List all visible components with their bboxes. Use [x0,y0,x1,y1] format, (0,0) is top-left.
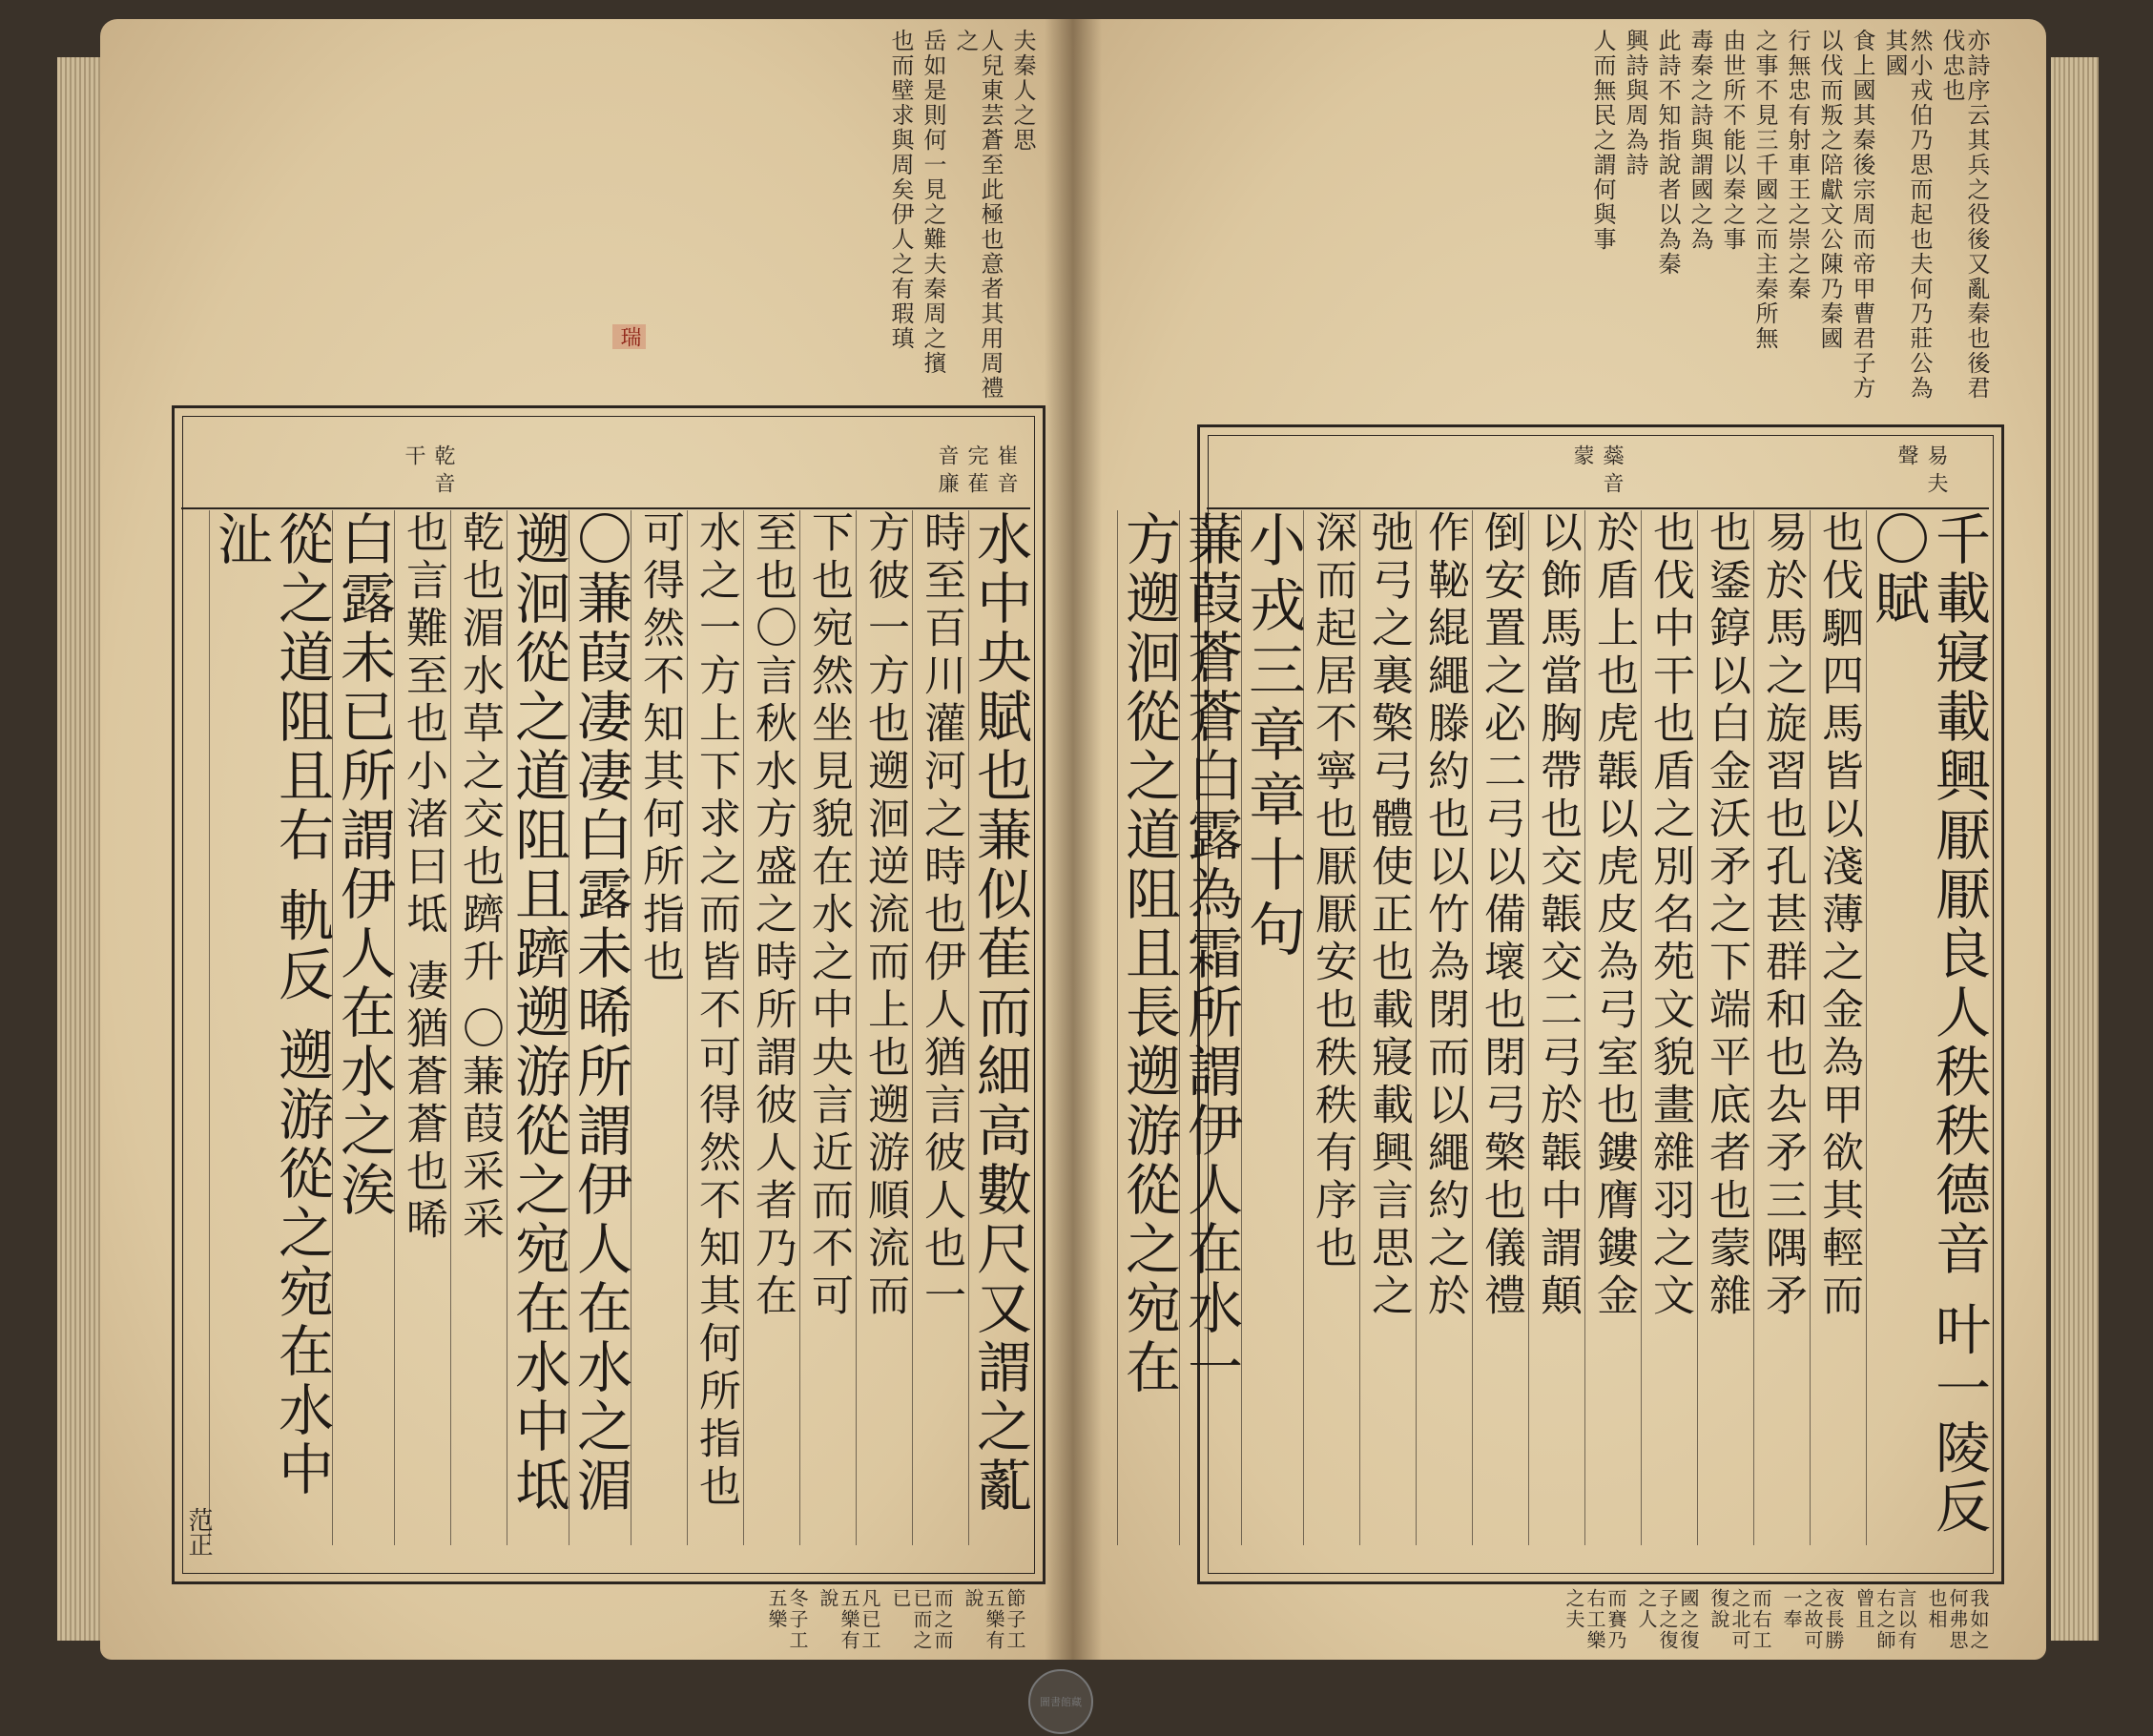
header-gloss: 蘂 音 蒙 [1570,444,1624,493]
page-label: 范正 [184,1507,213,1557]
right-page-edges [2051,57,2099,1641]
text-column: 方遡洄從之道阻且長遡游從之宛在 [1117,510,1179,1545]
right-page [1073,19,2046,1660]
commentary-column: 時至百川灌河之時也伊人猶言彼人也一 [912,510,968,1545]
note-column: 我如之何弗思也相 [1925,1588,1990,1651]
right-bottom-notes [1563,1588,1990,1660]
commentary-column: 乾也湄水草之交也躋升 〇蒹葭采采 [450,510,507,1545]
left-bottom-notes [186,1588,1025,1655]
note-column: 節子工五樂有說 [962,1588,1026,1651]
note-column: 冬子工五樂 [765,1588,809,1651]
text-column: 白露未已所謂伊人在水之涘 [332,510,394,1545]
text-column: 從之道阻且右 軌反 遡游從之宛在水中沚 [209,510,332,1545]
note-column: 國之復子之復之人 [1635,1588,1700,1651]
header-gloss: 崔 音 完 萑 音 廉 [935,444,1018,493]
commentary-column: 至也〇言秋水方盛之時所謂彼人者乃在 [743,510,799,1545]
left-page-edges [57,57,105,1641]
note-column: 凡已工五樂有說 [817,1588,881,1651]
note-column: 行無忠有射車王之崇之秦 [1784,29,1811,301]
commentary-column: 易於馬之旋習也孔甚群和也厹矛三隅矛 [1753,510,1810,1545]
note-column: 食上國其秦後宗周而帝甲曹君子方 [1849,29,1875,401]
commentary-column: 弛弓之裏檠弓體使正也載寢載興言思之 [1359,510,1416,1545]
left-main-text [186,510,1030,1545]
commentary-column: 作䩛緄繩滕約也以竹為閉而以繩約之於 [1416,510,1472,1545]
note-column: 人而無民之謂何與事 [1589,29,1616,252]
header-gloss: 易 夫 聲 [1894,444,1948,493]
note-column: 而之而已而之已 [889,1588,954,1651]
note-column: 夜長勝之故可一奉 [1780,1588,1845,1651]
note-column: 人兒東芸蒼至此極也意者其用周禮之 [952,29,1004,401]
commentary-column: 以飾馬當胸帶也交韔交二弓於韔中謂顛 [1528,510,1584,1545]
right-header-row [1207,441,1989,509]
commentary-column: 深而起居不寧也厭厭安也秩秩有序也 [1303,510,1359,1545]
commentary-column: 也言難至也小渚曰坻 凄猶蒼蒼也晞 [394,510,450,1545]
red-seal-stamp: 瑞 [612,324,646,349]
note-column: 而右工之北可復說 [1708,1588,1772,1651]
commentary-column: 於盾上也虎韔以虎皮為弓室也鏤膺鏤金 [1584,510,1641,1545]
book-gutter [1045,19,1102,1660]
note-column: 由世所不能以秦之事 [1719,29,1746,252]
note-column: 岳如是則何一見之難夫秦周之擯 [920,29,946,376]
commentary-column: 倒安置之必二弓以備壞也閉弓檠也儀禮 [1472,510,1528,1545]
text-column: 水中央賦也蒹似萑而細高數尺又謂之薍 [968,510,1030,1545]
text-column: 千載寢載興厭厭良人秩秩德音 叶一陵反〇賦 [1866,510,1989,1545]
note-column: 興詩與周為詩 [1622,29,1648,177]
note-column: 也而壁求與周矣伊人之有瑕瑱 [887,29,914,351]
left-header-row [181,441,1030,509]
commentary-column: 水之一方上下求之而皆不可得然不知其何所指也 [687,510,743,1545]
chapter-title-column: 小戎三章章十句 [1241,510,1303,1545]
note-column: 亦詩序云其兵之役後又亂秦也後君伐忠也 [1938,29,1990,401]
note-column: 言以有右之師曾且 [1853,1588,1917,1651]
commentary-column: 下也宛然坐見貌在水之中央言近而不可 [799,510,856,1545]
commentary-column: 方彼一方也遡洄逆流而上也遡游順流而 [856,510,912,1545]
note-column: 以伐而叛之陪獻文公陳乃秦國 [1816,29,1843,351]
commentary-column: 也伐中干也盾之別名苑文貌畫雜羽之文 [1641,510,1697,1545]
text-column: 〇蒹葭凄凄白露未晞所謂伊人在水之湄 [569,510,631,1545]
left-page [100,19,1073,1660]
note-column: 然小戎伯乃思而起也夫何乃莊公為其國 [1881,29,1933,401]
commentary-column: 也伐駟四馬皆以淺薄之金為甲欲其輕而 [1810,510,1866,1545]
note-column: 夫秦人之思 [1009,29,1036,153]
note-column: 毒秦之詩與謂國之為 [1687,29,1713,252]
note-column: 而賽乃右工樂之夫 [1563,1588,1627,1651]
right-main-text [1116,510,1991,1545]
text-column: 蒹葭蒼蒼白露為霜所謂伊人在水一 [1179,510,1241,1545]
right-top-notes [1130,29,1989,420]
left-top-notes [196,29,1035,420]
library-seal-watermark: 圖書館藏 [1028,1669,1093,1734]
note-column: 之事不見三千國之而主秦所無 [1751,29,1778,351]
commentary-column: 可得然不知其何所指也 [631,510,687,1545]
header-gloss: 乾 音 干 [402,444,455,493]
commentary-column: 也鋈錞以白金沃矛之下端平底者也蒙雜 [1697,510,1753,1545]
note-column: 此詩不知指說者以為秦 [1654,29,1681,277]
text-column: 遡洄從之道阻且躋遡游從之宛在水中坻 [507,510,569,1545]
